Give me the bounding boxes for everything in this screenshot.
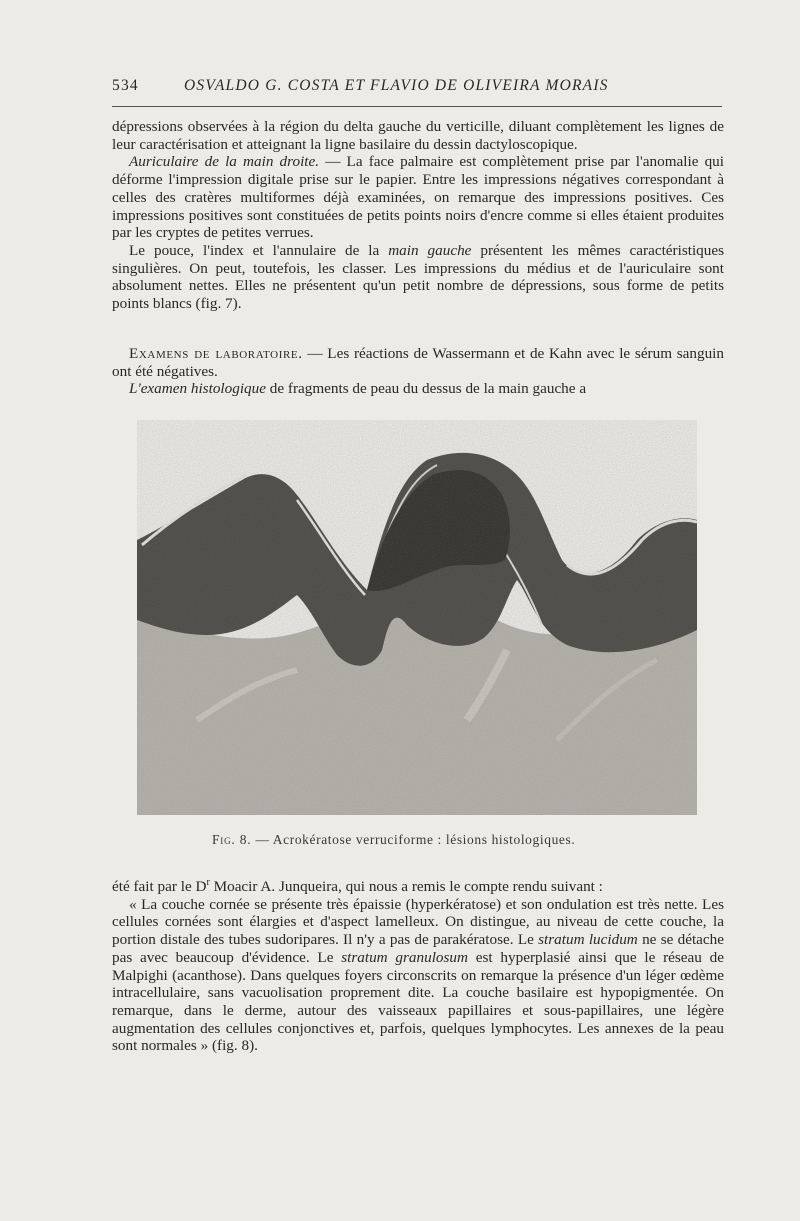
paragraph-report-intro: été fait par le $D^r$ Moacir A. Junqueira, qui nous a remis le compte rendu suivant :: [112, 876, 603, 895]
text-block-report: [112, 878, 724, 1055]
paragraph-report-quote: « La couche cornée se présente très épaissie (hyperkératose) et son ondulation est très nette. Les cellules cornées sont élargies et d'aspect lamelleux. On distingue, au niveau de cette couche, la portion distale des tubes sudoripares. Il n'y a pas de parakératose. Le stratum lucidum ne se détache pas avec beaucoup d'évidence. Le stratum granulosum est hyperplasié ainsi que le réseau de Malpighi (acanthose). Dans quelques foyers circonscrits on remarque la présence d'un léger œdème intracellulaire, sans vacuolisation proprement dite. La couche basilaire est hypopigmentée. On remarque, dans le derme, autour des vaisseaux papillaires et sous-papillaires, une légère augmentation des cellules conjonctives et, parfois, quelques lymphocytes. Les annexes de la peau sont normales » (fig. 8).: [112, 895, 724, 1055]
page-number: 534: [112, 77, 139, 94]
running-title: OSVALDO G. COSTA ET FLAVIO DE OLIVEIRA MORAIS: [184, 77, 609, 94]
figure-caption: [212, 832, 652, 848]
header-rule: [112, 106, 722, 107]
text-block-top: [112, 118, 724, 313]
paragraph-depressions: dépressions observées à la région du delta gauche du verticille, diluant complètement les lignes de leur caractérisation et atteignant la ligne basilaire du dessin dactyloscopique.: [112, 118, 724, 153]
paragraph-laboratory: Examens de laboratoire. — Les réactions de Wassermann et de Kahn avec le sérum sanguin ont été négatives.: [112, 345, 724, 380]
section-lead-laboratoire: Examens de laboratoire.: [129, 345, 303, 362]
figure-grain: [137, 420, 697, 815]
subheading-auriculaire: Auriculaire de la main droite.: [129, 153, 320, 171]
paragraph-auriculaire: Auriculaire de la main droite. — La face palmaire est complètement prise par l'anomalie qui déforme l'impression digitale prise sur le papier. Entre les impressions négatives correspondant à celles des cratères multiformes déjà examinées, on remarque des impressions positives. Ces impressions positives sont constituées de petits points noirs d'encre comme si elles étaient produites par les cryptes de petites verrues.: [112, 153, 724, 242]
histology-figure: [137, 420, 697, 815]
figure-label: Fig. 8.: [212, 832, 252, 847]
figure-caption-text: — Acrokératose verruciforme : lésions histologiques.: [251, 832, 576, 847]
paragraph-main-gauche: Le pouce, l'index et l'annulaire de la main gauche présentent les mêmes caractéristiques singulières. On peut, toutefois, les classer. Les impressions du médius et de l'auriculaire sont absolument nettes. Elles ne présentent qu'un petit nombre de dépressions, sous forme de petits points blancs (fig. 7).: [112, 241, 725, 313]
paragraph-histology-start: L'examen histologique de fragments de peau du dessus de la main gauche a: [129, 380, 587, 398]
text-block-laboratory: [112, 345, 724, 398]
